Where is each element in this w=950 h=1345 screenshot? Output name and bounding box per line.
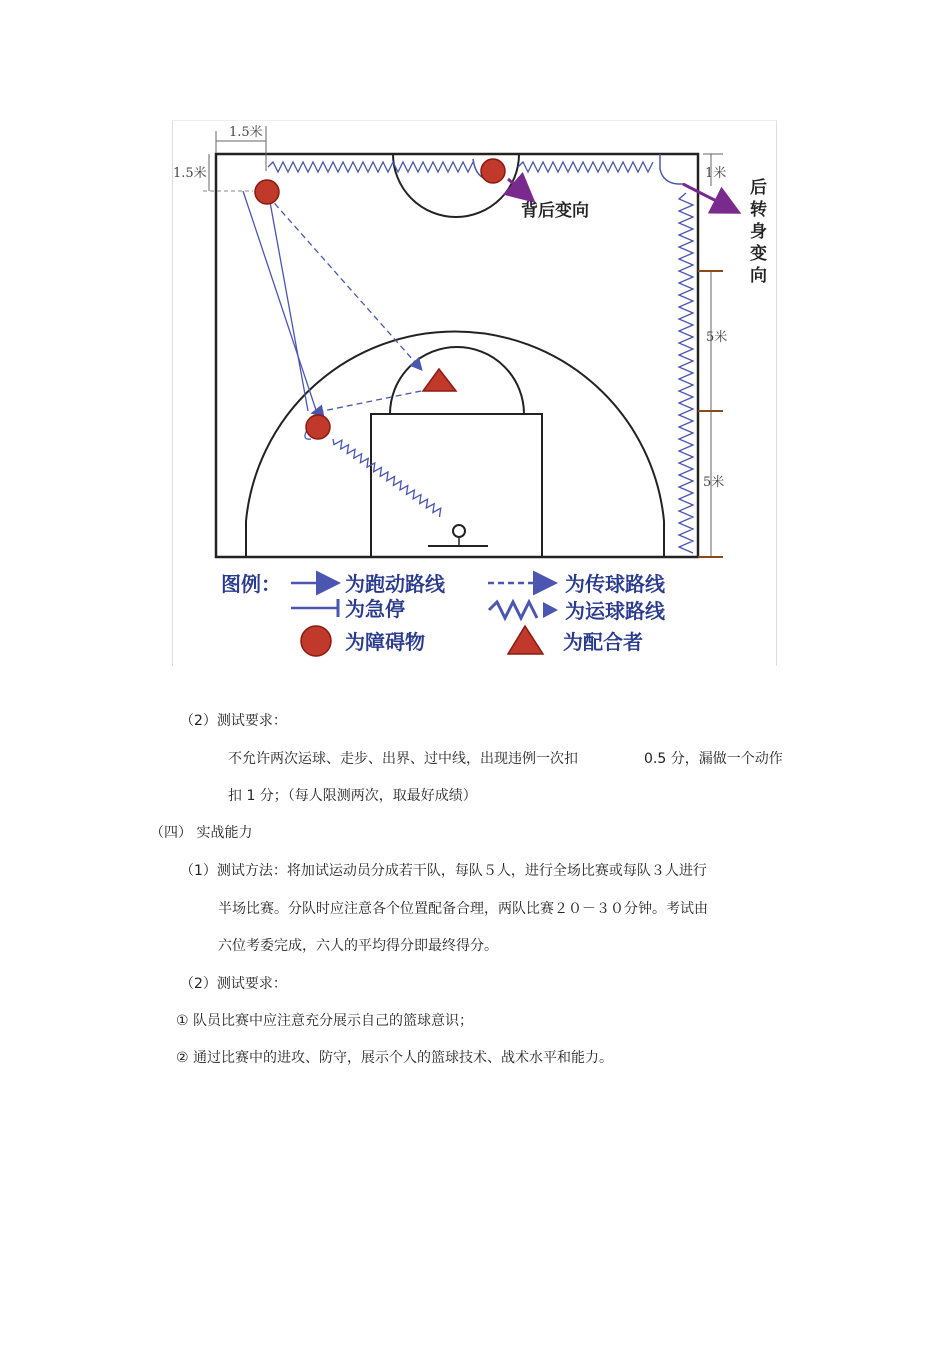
method-line2: 半场比赛。分队时应注意各个位置配备合理，两队比赛２０－３０分钟。考试由 (218, 901, 708, 917)
legend-prefix: 图例： (221, 572, 281, 596)
pass-path-1 (268, 196, 421, 369)
obstacle-2 (481, 159, 505, 183)
turn-arrow (683, 184, 736, 211)
req2-heading: （2）测试要求： (180, 713, 287, 729)
legend-pass: 为传球路线 (565, 572, 665, 596)
turn-label-char: 变 (750, 244, 767, 264)
section4-heading: （四） 实战能力 (150, 825, 253, 841)
dribble-path-right (679, 193, 693, 553)
req2-line1a: 不允许两次运球、走步、出界、过中线，出现违例一次扣 (228, 751, 578, 767)
court-boundary (216, 154, 698, 557)
req-heading: （2）测试要求： (180, 976, 287, 992)
dim-right-mid2-label: 5米 (703, 475, 725, 490)
dribble-path-top (268, 162, 653, 172)
obstacle-1 (255, 180, 279, 204)
behind-back-label: 背后变向 (521, 201, 589, 221)
legend-stop: 为急停 (345, 597, 405, 621)
dim-right-mid1-label: 5米 (706, 330, 728, 345)
court-diagram (172, 120, 777, 666)
legend-partner-icon (508, 626, 543, 654)
dim-left-label: 1.5米 (173, 166, 207, 181)
dim-top-label: 1.5米 (229, 125, 263, 140)
dim-right-top-label: 1米 (705, 166, 727, 181)
req-item-1: ① 队员比赛中应注意充分展示自己的篮球意识； (176, 1013, 473, 1029)
legend-dribble-line (489, 602, 537, 618)
legend-obstacle: 为障碍物 (345, 630, 425, 654)
pass-path-2 (313, 389, 431, 413)
court-svg (173, 121, 776, 666)
req2-line1b: 0.5 分，漏做一个动作 (644, 751, 783, 767)
turn-label-char: 向 (750, 266, 767, 286)
method-line3: 六位考委完成，六人的平均得分即最终得分。 (218, 938, 498, 954)
method-heading: （1）测试方法：将加试运动员分成若干队，每队５人，进行全场比赛或每队３人进行 (180, 863, 707, 879)
hoop (453, 525, 465, 537)
legend-run: 为跑动路线 (345, 572, 445, 596)
legend-dribble: 为运球路线 (565, 599, 665, 623)
obstacle-3 (306, 415, 330, 439)
turn-label-char: 后 (750, 178, 767, 198)
legend-partner: 为配合者 (563, 630, 643, 654)
three-point-arc (246, 331, 664, 557)
turn-label (750, 177, 767, 286)
dribble-path-diagonal (333, 439, 441, 517)
turn-label-char: 身 (750, 222, 767, 242)
req2-line2: 扣 1 分；（每人限测两次，取最好成绩） (228, 788, 477, 804)
partner-triangle (423, 369, 456, 391)
legend-obstacle-icon (301, 626, 331, 656)
run-path-1 (268, 191, 308, 411)
behind-back-arrow (508, 179, 531, 199)
req-item-2: ② 通过比赛中的进攻、防守，展示个人的篮球技术、战术水平和能力。 (176, 1050, 613, 1066)
turn-label-char: 转 (750, 200, 767, 220)
